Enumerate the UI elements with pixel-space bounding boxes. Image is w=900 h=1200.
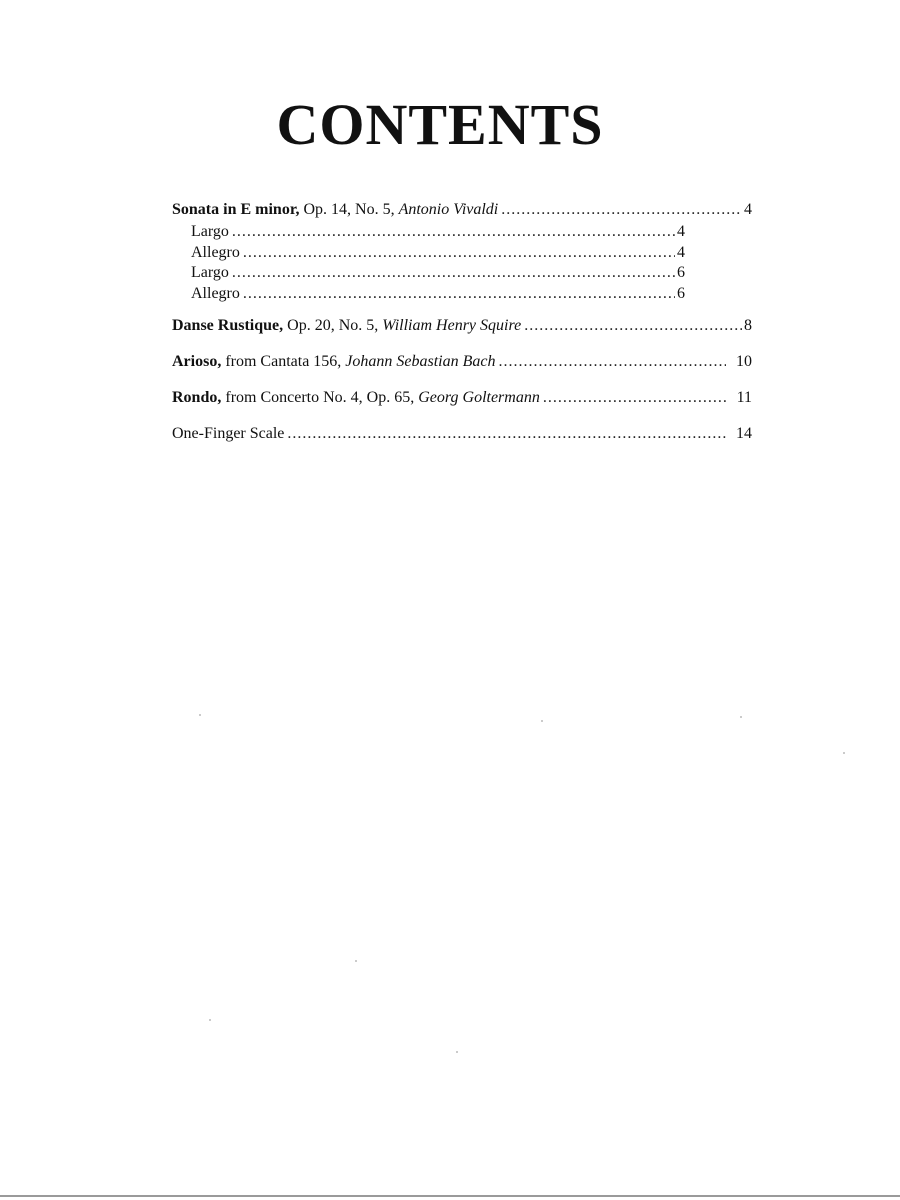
- dot-leader: [499, 352, 727, 372]
- toc-entry-detail: Op. 14, No. 5,: [299, 201, 399, 218]
- toc-entry-page: 11: [736, 389, 752, 406]
- toc-entry-one-finger-scale: [172, 424, 752, 446]
- scan-speck: [209, 1019, 211, 1021]
- toc-movement-page: 4: [677, 223, 685, 240]
- toc-entry-composer: William Henry Squire: [382, 317, 522, 334]
- toc-entry-label: [172, 388, 540, 408]
- scan-speck: [740, 716, 742, 718]
- toc-entry-rondo: [172, 388, 752, 410]
- toc-movement-largo-1: [172, 222, 685, 243]
- dot-leader: [243, 243, 675, 263]
- table-of-contents: [172, 200, 752, 446]
- toc-movement-page: 4: [677, 243, 685, 261]
- toc-entry-composer: Georg Goltermann: [418, 389, 540, 406]
- scan-speck: [843, 752, 845, 754]
- dot-leader: [232, 263, 675, 283]
- toc-entry-page: 10: [736, 353, 752, 370]
- dot-leader: [232, 222, 675, 242]
- page-bottom-edge: [0, 1195, 900, 1197]
- dot-leader: [524, 316, 742, 336]
- toc-movement-title: Largo: [191, 223, 229, 240]
- dot-leader: [243, 284, 675, 304]
- toc-entry-title: One-Finger Scale: [172, 425, 285, 442]
- toc-movement-title: Largo: [191, 264, 229, 281]
- toc-movement-page: 6: [677, 264, 685, 281]
- toc-movement-title: Allegro: [191, 284, 240, 302]
- toc-entry-arioso: [172, 352, 752, 374]
- toc-entry-title: Rondo,: [172, 389, 222, 406]
- toc-movement-allegro-1: [172, 243, 685, 264]
- toc-movement-largo-2: [172, 263, 685, 284]
- scan-speck: [456, 1051, 458, 1053]
- toc-entry-detail: from Concerto No. 4, Op. 65,: [221, 389, 419, 406]
- toc-entry-title: Sonata in E minor,: [172, 201, 300, 218]
- dot-leader: [287, 424, 726, 444]
- dot-leader: [501, 200, 742, 220]
- toc-entry-label: [172, 424, 284, 444]
- dot-leader: [543, 388, 726, 408]
- toc-entry-detail: from Cantata 156,: [221, 353, 346, 370]
- toc-entry-label: [172, 352, 496, 372]
- toc-movement-page: 6: [677, 284, 685, 302]
- toc-entry-detail: Op. 20, No. 5,: [283, 317, 383, 334]
- toc-movement-allegro-2: [172, 284, 685, 305]
- toc-entry-title: Danse Rustique,: [172, 317, 284, 334]
- scan-speck: [199, 714, 201, 716]
- toc-entry-page: 14: [736, 425, 752, 442]
- toc-movement-title: Allegro: [191, 243, 240, 261]
- page-title: CONTENTS: [276, 92, 604, 157]
- toc-entry-danse-rustique: [172, 316, 752, 338]
- toc-entry-page: 8: [744, 317, 752, 334]
- toc-entry-sonata: [172, 200, 752, 222]
- toc-entry-composer: Johann Sebastian Bach: [345, 353, 496, 370]
- toc-entry-composer: Antonio Vivaldi: [398, 201, 499, 218]
- toc-entry-label: [172, 200, 498, 220]
- toc-entry-title: Arioso,: [172, 353, 222, 370]
- toc-entry-page: 4: [744, 201, 752, 218]
- scan-speck: [541, 720, 543, 722]
- toc-entry-label: [172, 316, 521, 336]
- scan-speck: [355, 960, 357, 962]
